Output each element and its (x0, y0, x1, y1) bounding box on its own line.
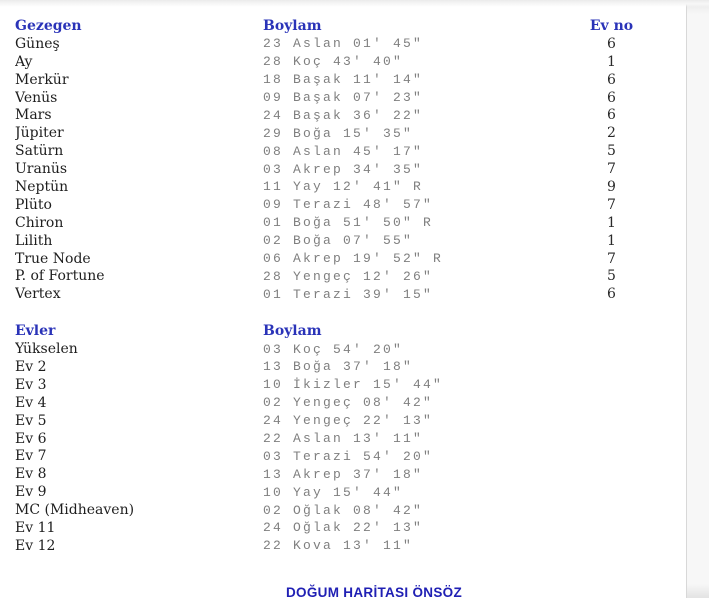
planet-name: Ay (15, 53, 33, 70)
house-name: Ev 6 (15, 430, 47, 447)
planets-table-body (15, 35, 665, 303)
house-longitude: 24 Yengeç 22' 13" (263, 413, 434, 429)
planet-row (15, 232, 665, 250)
planet-house-number: 6 (607, 71, 616, 88)
planet-row (15, 106, 665, 124)
house-name: Ev 7 (15, 448, 47, 465)
planet-row (15, 89, 665, 107)
planet-longitude: 02 Boğa 07' 55" (263, 233, 414, 249)
house-name: Ev 5 (15, 412, 47, 429)
houses-longitude-column-header: Boylam (263, 323, 322, 340)
planet-house-number: 6 (607, 107, 616, 124)
house-name: Ev 8 (15, 466, 47, 483)
planet-name: P. of Fortune (15, 268, 105, 285)
planet-longitude: 03 Akrep 34' 35" (263, 161, 424, 177)
house-row (15, 447, 558, 465)
house-row (15, 519, 558, 537)
planet-name: Lilith (15, 232, 53, 249)
planet-name: Vertex (15, 286, 61, 303)
planet-row (15, 250, 665, 268)
house-longitude: 02 Oğlak 08' 42" (263, 502, 424, 518)
house-row (15, 537, 558, 555)
house-row (15, 376, 558, 394)
planet-house-number: 9 (607, 178, 616, 195)
planet-house-number: 5 (607, 143, 616, 160)
planet-name: True Node (15, 250, 91, 267)
house-name: Ev 11 (15, 519, 56, 536)
house-row (15, 340, 558, 358)
section-title-birth-chart-preface: DOĞUM HARİTASI ÖNSÖZ (286, 585, 462, 598)
planet-house-number: 7 (607, 161, 616, 178)
house-longitude: 03 Koç 54' 20" (263, 341, 404, 357)
vertical-scrollbar[interactable] (686, 0, 709, 598)
planets-table-header (15, 17, 665, 35)
houses-column-header: Evler (15, 323, 56, 340)
planet-longitude: 28 Koç 43' 40" (263, 54, 404, 70)
house-name: Ev 12 (15, 537, 56, 554)
house-name: Yükselen (15, 341, 78, 358)
planet-row (15, 196, 665, 214)
planet-row (15, 71, 665, 89)
planet-longitude: 09 Başak 07' 23" (263, 90, 424, 105)
planet-house-number: 6 (607, 286, 616, 303)
planet-row (15, 142, 665, 160)
planet-row (15, 35, 665, 53)
planet-column-header: Gezegen (15, 17, 82, 34)
planet-row (15, 124, 665, 142)
planet-house-number: 5 (607, 268, 616, 285)
planet-row (15, 178, 665, 196)
house-no-column-header: Ev no (589, 17, 634, 34)
longitude-column-header: Boylam (263, 17, 322, 34)
house-longitude: 10 İkizler 15' 44" (263, 377, 444, 393)
planet-house-number: 1 (607, 232, 616, 249)
houses-table-body (15, 340, 558, 555)
planet-longitude: 01 Boğa 51' 50" R (263, 215, 434, 231)
planet-name: Neptün (15, 178, 69, 195)
house-row (15, 358, 558, 376)
planet-row (15, 160, 665, 178)
houses-header-row (15, 322, 558, 340)
house-row (15, 394, 558, 412)
planet-longitude: 29 Boğa 15' 35" (263, 125, 414, 141)
house-longitude: 10 Yay 15' 44" (263, 484, 404, 500)
house-longitude: 22 Kova 13' 11" (263, 538, 414, 554)
planet-longitude: 09 Terazi 48' 57" (263, 197, 434, 213)
house-name: MC (Midheaven) (15, 502, 135, 519)
house-longitude: 24 Oğlak 22' 13" (263, 520, 424, 536)
planet-longitude: 28 Yengeç 12' 26" (263, 268, 434, 284)
planet-house-number: 7 (607, 196, 616, 213)
house-row (15, 483, 558, 501)
planet-house-number: 6 (607, 35, 616, 52)
house-name: Ev 2 (15, 358, 47, 375)
house-name: Ev 9 (15, 484, 47, 501)
planet-name: Jüpiter (15, 125, 64, 142)
planet-longitude: 23 Aslan 01' 45" (263, 36, 424, 52)
planets-table (15, 17, 665, 303)
house-longitude: 03 Terazi 54' 20" (263, 448, 434, 464)
house-longitude: 13 Boğa 37' 18" (263, 359, 414, 375)
page-top-edge (0, 0, 709, 7)
planets-header-row (15, 17, 665, 35)
planet-house-number: 1 (607, 53, 616, 70)
house-name: Ev 4 (15, 394, 47, 411)
planet-name: Chiron (15, 214, 64, 231)
planet-name: Merkür (15, 71, 69, 88)
planet-name: Plüto (15, 196, 52, 213)
houses-table-header (15, 322, 558, 340)
planet-row (15, 214, 665, 232)
house-name: Ev 3 (15, 376, 47, 393)
planet-row (15, 267, 665, 285)
scrollbar-bottom-cap (687, 584, 709, 598)
planet-name: Güneş (15, 35, 60, 52)
house-row (15, 465, 558, 483)
planet-name: Uranüs (15, 161, 68, 178)
house-longitude: 02 Yengeç 08' 42" (263, 395, 434, 411)
house-longitude: 13 Akrep 37' 18" (263, 466, 424, 482)
house-row (15, 430, 558, 448)
planet-longitude: 01 Terazi 39' 15" (263, 286, 434, 302)
planet-row (15, 53, 665, 71)
house-row (15, 501, 558, 519)
planet-house-number: 2 (607, 125, 616, 142)
planet-house-number: 1 (607, 214, 616, 231)
planet-longitude: 08 Aslan 45' 17" (263, 143, 424, 159)
planet-house-number: 7 (607, 250, 616, 267)
planet-house-number: 6 (607, 89, 616, 106)
planet-name: Venüs (15, 89, 58, 106)
house-longitude: 22 Aslan 13' 11" (263, 431, 424, 447)
planet-longitude: 06 Akrep 19' 52" R (263, 251, 444, 267)
planet-name: Mars (15, 107, 52, 124)
planet-longitude: 24 Başak 36' 22" (263, 107, 424, 123)
planet-longitude: 18 Başak 11' 14" (263, 72, 424, 88)
planet-name: Satürn (15, 143, 64, 160)
planet-longitude: 11 Yay 12' 41" R (263, 179, 424, 195)
house-row (15, 412, 558, 430)
houses-table (15, 322, 558, 555)
planet-row (15, 285, 665, 303)
